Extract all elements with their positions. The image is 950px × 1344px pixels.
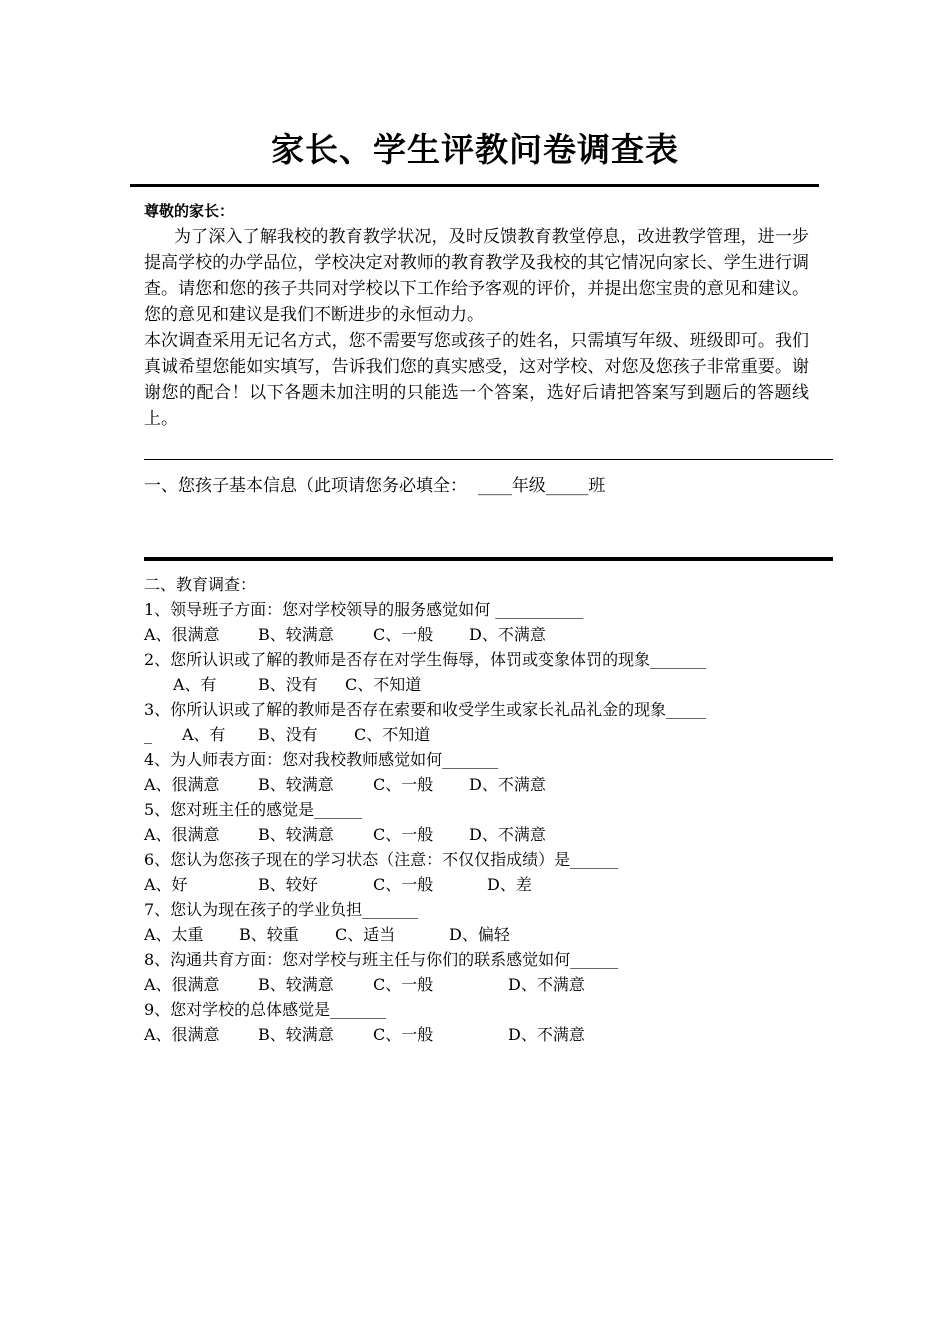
- intro-paragraph-1: 为了深入了解我校的教育教学状况，及时反馈教育教堂停息，改进教学管理，进一步提高学校的办学品位，学校决定对教师的教育教学及我校的其它情况向家长、学生进行调查。请您和您的孩子共同对学校以下工作给予客观的评价，并提出您宝贵的意见和建议。您的意见和建议是我们不断进步的永恒动力。: [144, 227, 809, 325]
- option: B、较满意: [258, 1025, 334, 1044]
- option: D、不满意: [469, 625, 546, 644]
- option: A、很满意: [144, 775, 220, 794]
- option: C、不知道: [345, 675, 422, 694]
- option: C、一般: [373, 775, 434, 794]
- basic-info-label: 一、您孩子基本信息（此项请您务必填全：: [144, 476, 478, 496]
- class-blank[interactable]: _____: [545, 476, 589, 496]
- question-3: 3、你所认识或了解的教师是否存在索要和收受学生或家长礼品礼金的现象_____: [144, 700, 707, 719]
- question-2: 2、您所认识或了解的教师是否存在对学生侮辱，体罚或变象体罚的现象_______: [144, 650, 707, 669]
- option: A、有: [182, 725, 226, 744]
- option: A、很满意: [144, 825, 220, 844]
- option: B、较满意: [258, 625, 334, 644]
- question-9: 9、您对学校的总体感觉是_______: [144, 1000, 387, 1019]
- option: A、很满意: [144, 625, 220, 644]
- question-8: 8、沟通共育方面：您对学校与班主任与你们的联系感觉如何______: [144, 950, 619, 969]
- option: D、不满意: [469, 825, 546, 844]
- question-5: 5、您对班主任的感觉是______: [144, 800, 363, 819]
- question-3-options: [144, 722, 816, 747]
- section-divider-thick: [144, 557, 833, 561]
- option: C、一般: [373, 1025, 434, 1044]
- option: D、不满意: [469, 775, 546, 794]
- question-5-options: [144, 822, 816, 847]
- option: C、一般: [373, 975, 434, 994]
- question-9-options: [144, 1022, 816, 1047]
- option: B、较满意: [258, 975, 334, 994]
- option: D、不满意: [508, 975, 585, 994]
- question-1: 1、领导班子方面：您对学校领导的服务感觉如何 ___________: [144, 600, 584, 619]
- option: C、一般: [373, 825, 434, 844]
- survey-section-title: 二、教育调查：: [144, 575, 257, 594]
- option: B、较好: [258, 875, 318, 894]
- intro-section: [144, 198, 809, 432]
- question-6-options: [144, 872, 816, 897]
- grade-label: 年级: [511, 476, 546, 496]
- page-title: 家长、学生评教问卷调查表: [271, 130, 679, 169]
- option: B、较重: [239, 925, 299, 944]
- question-4: 4、为人师表方面：您对我校教师感觉如何_______: [144, 750, 499, 769]
- option: A、有: [173, 675, 217, 694]
- option: A、很满意: [144, 1025, 220, 1044]
- question-4-options: [144, 772, 816, 797]
- option: C、适当: [335, 925, 396, 944]
- option: B、较满意: [258, 825, 334, 844]
- question-7-options: [144, 922, 816, 947]
- option: A、好: [144, 875, 188, 894]
- question-2-options: [144, 672, 816, 697]
- section-divider-thin: [144, 459, 833, 460]
- survey-section: [144, 572, 816, 1047]
- option: A、很满意: [144, 975, 220, 994]
- basic-info-line: [144, 474, 605, 499]
- question-1-options: [144, 622, 816, 647]
- option: B、没有: [258, 725, 318, 744]
- option: D、不满意: [508, 1025, 585, 1044]
- question-6: 6、您认为您孩子现在的学习状态（注意：不仅仅指成绩）是______: [144, 850, 619, 869]
- question-8-options: [144, 972, 816, 997]
- grade-blank[interactable]: ____: [477, 476, 512, 496]
- question-7: 7、您认为现在孩子的学业负担_______: [144, 900, 419, 919]
- option: C、一般: [373, 625, 434, 644]
- option: C、不知道: [354, 725, 431, 744]
- option: D、偏轻: [449, 925, 510, 944]
- option: A、太重: [144, 925, 204, 944]
- option: B、没有: [258, 675, 318, 694]
- greeting: 尊敬的家长：: [144, 202, 235, 220]
- intro-paragraph-2: 本次调查采用无记名方式，您不需要写您或孩子的姓名，只需填写年级、班级即可。我们真诚希望您能如实填写，告诉我们您的真实感受，这对学校、对您及您孩子非常重要。谢谢您的配合！以下各题未加注明的只能选一个答案，选好后请把答案写到题后的答题线上。: [144, 331, 809, 429]
- question-3-continuation: _: [144, 725, 152, 744]
- title-underline: [130, 184, 819, 187]
- class-label: 班: [588, 476, 606, 496]
- option: C、一般: [373, 875, 434, 894]
- option: B、较满意: [258, 775, 334, 794]
- option: D、差: [487, 875, 532, 894]
